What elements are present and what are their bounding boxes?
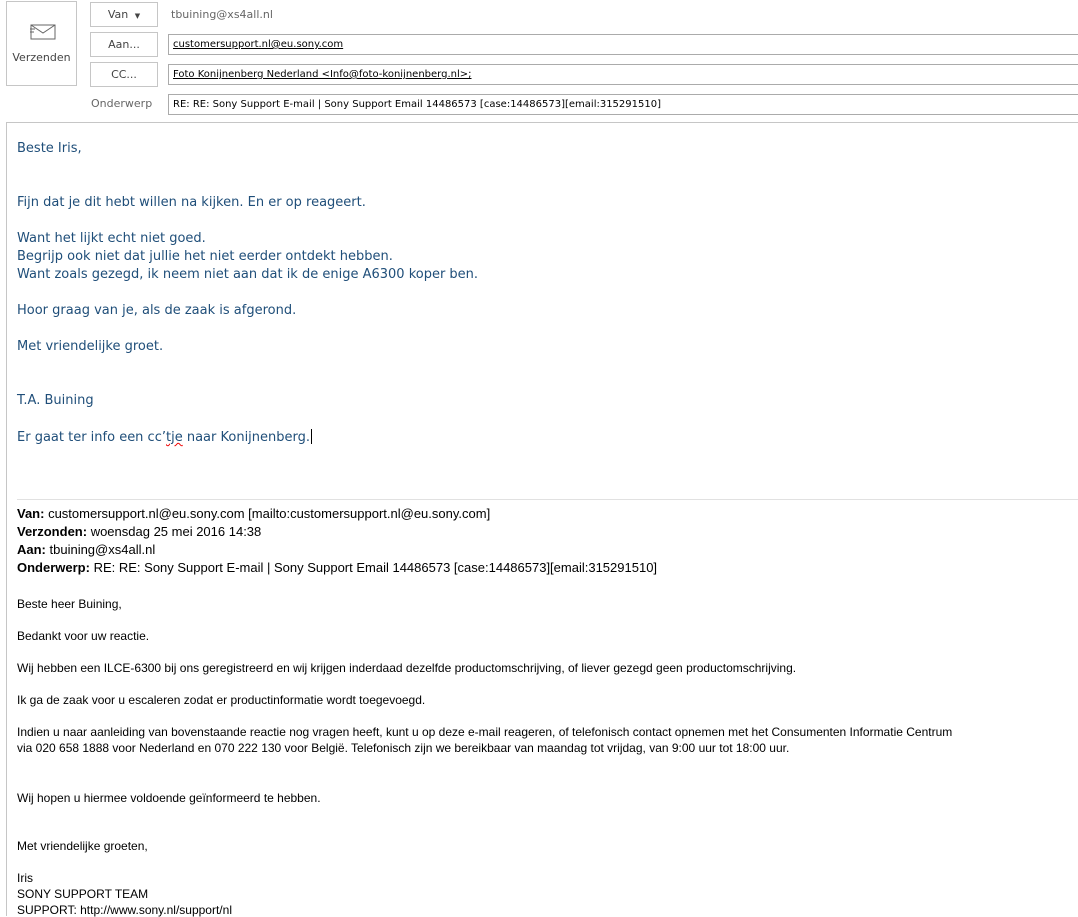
spelling-error[interactable]: tje	[166, 430, 183, 445]
send-button[interactable]	[6, 1, 77, 86]
cc-field[interactable]	[168, 64, 1078, 85]
quoted-sent-label: Verzonden:	[17, 524, 88, 539]
reply-paragraph-2-line-1: Want het lijkt echt niet goed.	[17, 231, 206, 246]
send-label: Verzenden	[12, 51, 71, 64]
cc-recipient[interactable]: Foto Konijnenberg Nederland <Info@foto-konijnenberg.nl>;	[173, 69, 472, 80]
quoted-subject	[17, 560, 657, 575]
cc-button[interactable]: CC...	[90, 62, 158, 87]
quoted-from-label: Van:	[17, 506, 45, 521]
cc-note-part-1: Er gaat ter info een cc’	[17, 430, 166, 445]
to-field[interactable]	[168, 34, 1078, 55]
text-cursor	[311, 429, 312, 444]
reply-paragraph-3: Hoor graag van je, als de zaak is afgerond.	[17, 303, 297, 318]
subject-field[interactable]: RE: RE: Sony Support E-mail | Sony Support Email 14486573 [case:14486573][email:315291510]	[168, 94, 1078, 115]
quoted-subject-label: Onderwerp:	[17, 560, 90, 575]
quoted-paragraph-1: Bedankt voor uw reactie.	[17, 629, 150, 643]
to-button[interactable]: Aan...	[90, 32, 158, 57]
quoted-sent	[17, 524, 261, 539]
quoted-closing: Met vriendelijke groeten,	[17, 839, 148, 853]
quoted-paragraph-3: Ik ga de zaak voor u escaleren zodat er productinformatie wordt toegevoegd.	[17, 693, 426, 707]
quoted-sent-value: woensdag 25 mei 2016 14:38	[87, 524, 262, 539]
body-left-border	[6, 122, 7, 916]
reply-paragraph-2-line-2: Begrijp ook niet dat jullie het niet eerder ontdekt hebben.	[17, 249, 393, 264]
quoted-signature-name: Iris	[17, 871, 33, 885]
quoted-from-value: customersupport.nl@eu.sony.com [mailto:customersupport.nl@eu.sony.com]	[44, 506, 491, 521]
from-value: tbuining@xs4all.nl	[171, 8, 273, 21]
reply-paragraph-1: Fijn dat je dit hebt willen na kijken. En er op reageert.	[17, 195, 366, 210]
quoted-to-label: Aan:	[17, 542, 46, 557]
header-divider	[6, 122, 1078, 123]
quoted-paragraph-5: Wij hopen u hiermee voldoende geïnformeerd te hebben.	[17, 791, 321, 805]
quoted-from	[17, 506, 490, 521]
quote-divider	[17, 499, 1078, 500]
reply-signature: T.A. Buining	[17, 393, 94, 408]
quoted-paragraph-4-line-1: Indien u naar aanleiding van bovenstaande reactie nog vragen heeft, kunt u op deze e-mail reageren, of telefonisch contact opnemen met het Consumenten Informatie Centrum	[17, 725, 953, 739]
quoted-signature-team: SONY SUPPORT TEAM	[17, 887, 149, 901]
reply-cc-note	[17, 429, 312, 445]
reply-paragraph-2-line-3: Want zoals gezegd, ik neem niet aan dat ik de enige A6300 koper ben.	[17, 267, 479, 282]
from-button-label: Van	[107, 8, 129, 21]
quoted-paragraph-2: Wij hebben een ILCE-6300 bij ons geregistreerd en wij krijgen inderdaad dezelfde productomschrijving, of liever gezegd geen productomschrijving.	[17, 661, 797, 675]
reply-greeting: Beste Iris,	[17, 141, 82, 156]
quoted-subject-value: RE: RE: Sony Support E-mail | Sony Support Email 14486573 [case:14486573][email:315291510]	[89, 560, 658, 575]
send-envelope-icon	[30, 22, 56, 40]
quoted-greeting: Beste heer Buining,	[17, 597, 122, 611]
to-recipient[interactable]: customersupport.nl@eu.sony.com	[173, 39, 344, 50]
cc-note-part-2: naar Konijnenberg.	[182, 430, 311, 445]
reply-closing: Met vriendelijke groet.	[17, 339, 164, 354]
chevron-down-icon: ▼	[134, 12, 141, 20]
subject-label: Onderwerp	[91, 97, 153, 110]
quoted-to-value: tbuining@xs4all.nl	[45, 542, 156, 557]
from-button[interactable]	[90, 2, 158, 27]
quoted-signature-support: SUPPORT: http://www.sony.nl/support/nl	[17, 903, 232, 917]
quoted-paragraph-4-line-2: via 020 658 1888 voor Nederland en 070 222 130 voor België. Telefonisch zijn we bereikbaar van maandag tot vrijdag, van 9:00 uur tot 18:00 uur.	[17, 741, 790, 755]
quoted-to	[17, 542, 155, 557]
